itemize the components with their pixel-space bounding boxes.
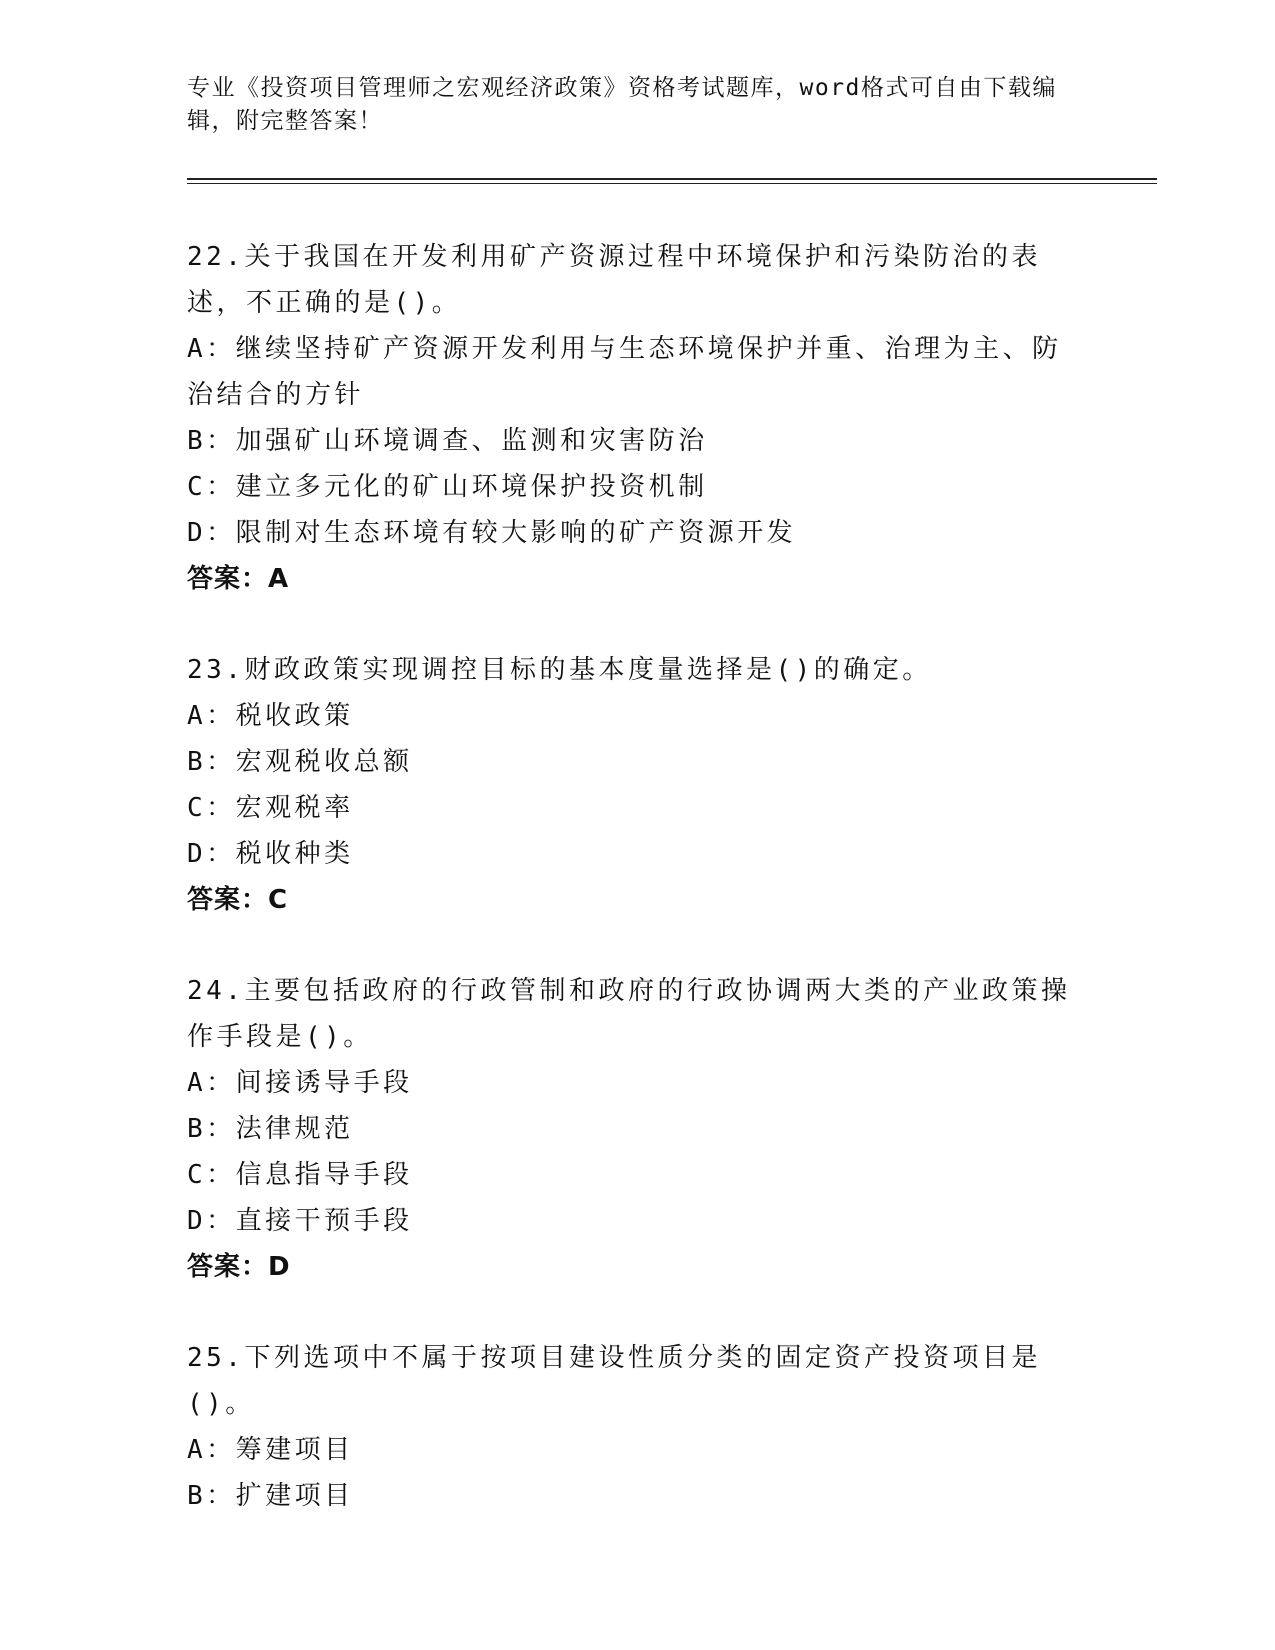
option-b: B：加强矿山环境调查、监测和灾害防治 [187,426,708,456]
question-22 [187,234,1087,602]
question-text: 24.主要包括政府的行政管制和政府的行政协调两大类的产业政策操作手段是()。 [187,976,1071,1052]
question-text: 23.财政政策实现调控目标的基本度量选择是()的确定。 [187,655,932,685]
option-a: A：继续坚持矿产资源开发利用与生态环境保护并重、治理为主、防治结合的方针 [187,334,1062,410]
option-b: B：法律规范 [187,1114,354,1144]
option-c: C：宏观税率 [187,793,354,823]
answer: 答案：D [187,1252,291,1282]
answer: 答案：A [187,564,290,594]
question-23 [187,647,1087,923]
option-a: A：税收政策 [187,701,354,731]
option-b: B：宏观税收总额 [187,747,413,777]
question-text: 22.关于我国在开发利用矿产资源过程中环境保护和污染防治的表述，不正确的是()。 [187,242,1041,318]
option-d: D：税收种类 [187,839,354,869]
answer: 答案：C [187,885,289,915]
option-d: D：直接干预手段 [187,1206,413,1236]
question-24 [187,968,1087,1290]
question-list [187,234,1087,1564]
option-a: A：筹建项目 [187,1435,354,1465]
option-c: C：建立多元化的矿山环境保护投资机制 [187,472,708,502]
question-25 [187,1335,1087,1519]
document-header: 专业《投资项目管理师之宏观经济政策》资格考试题库，word格式可自由下载编辑，附完整答案！ [187,75,1057,134]
option-c: C：信息指导手段 [187,1160,413,1190]
question-text: 25.下列选项中不属于按项目建设性质分类的固定资产投资项目是()。 [187,1343,1041,1419]
option-d: D：限制对生态环境有较大影响的矿产资源开发 [187,518,797,548]
header-divider [187,178,1157,184]
option-b: B：扩建项目 [187,1481,354,1511]
option-a: A：间接诱导手段 [187,1068,413,1098]
